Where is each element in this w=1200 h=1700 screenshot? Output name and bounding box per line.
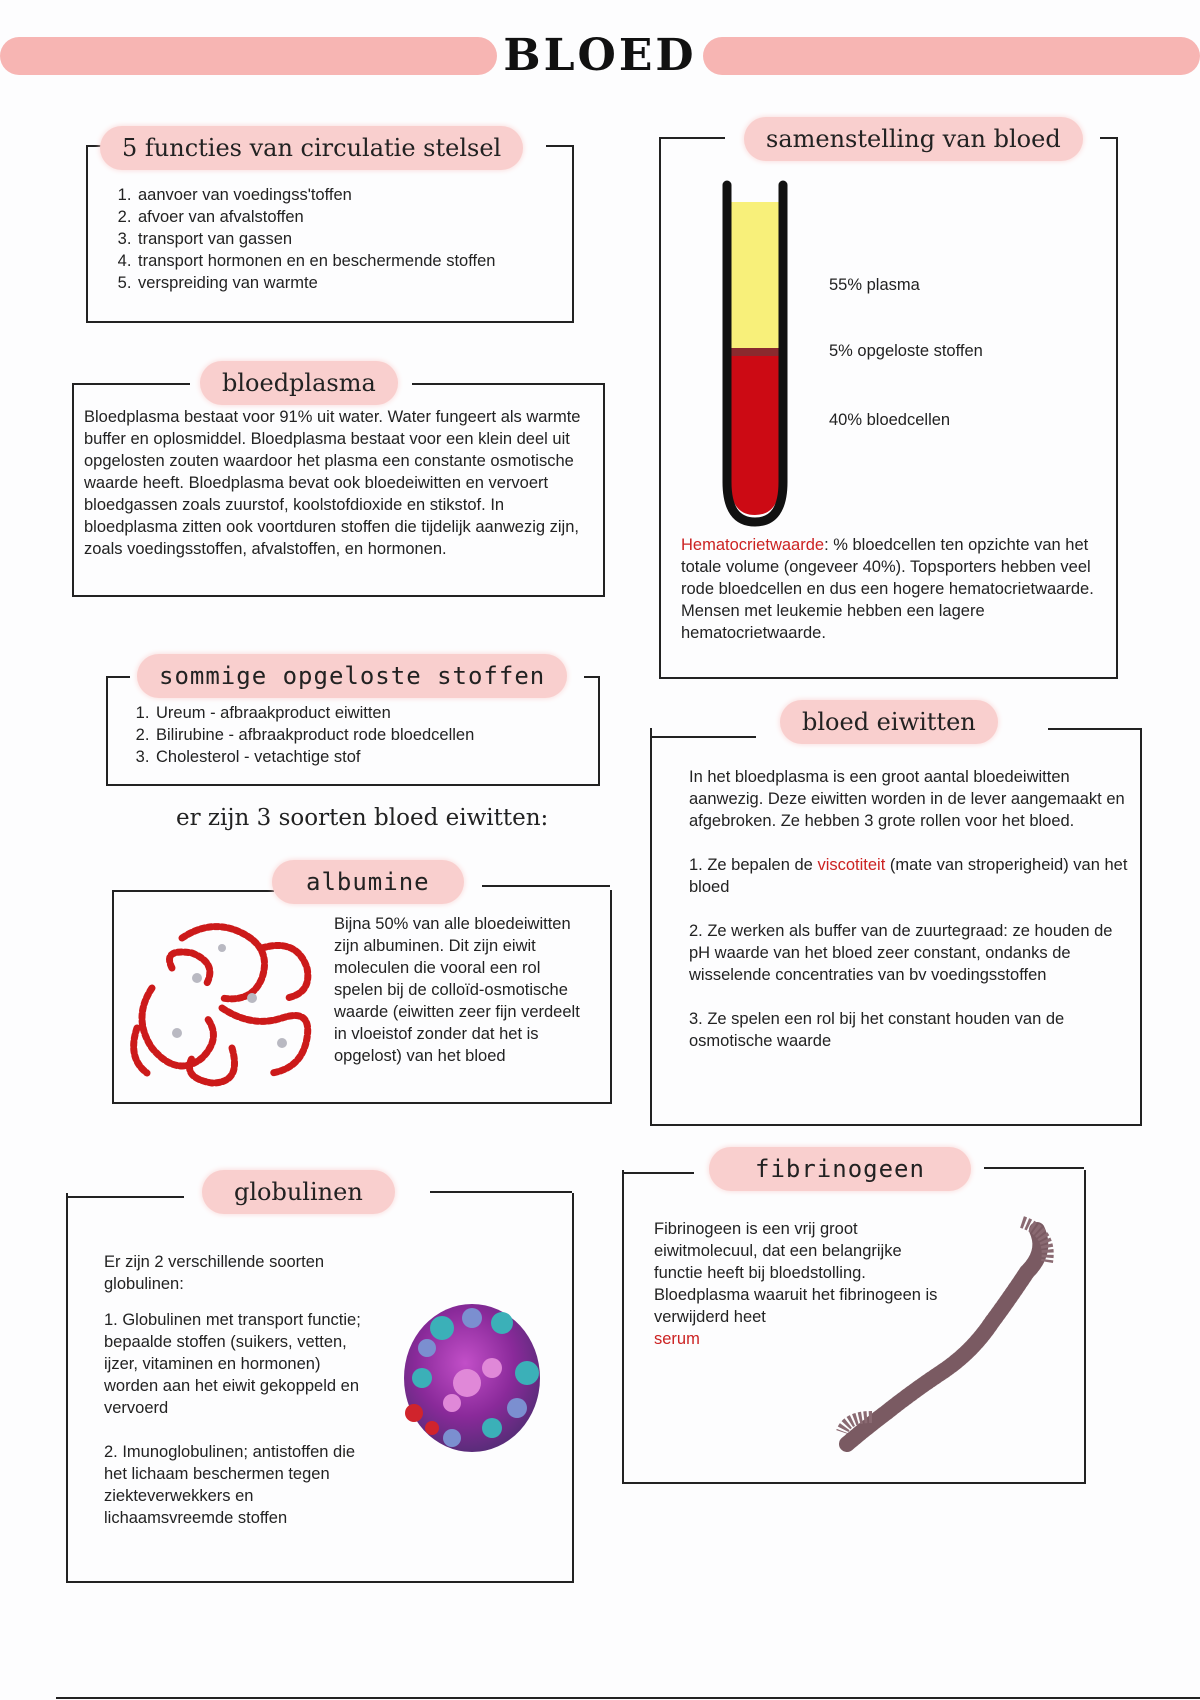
page-title: BLOED <box>503 30 697 81</box>
fibrinogeen-molecule-image <box>832 1212 1067 1452</box>
eiwitten-heading: bloed eiwitten <box>780 700 998 744</box>
globulinen-top-line-left <box>66 1196 184 1198</box>
soorten-heading: er zijn 3 soorten bloed eiwitten: <box>176 805 549 831</box>
label-opgeloste: 5% opgeloste stoffen <box>829 342 983 360</box>
list-item: 4. transport hormonen en en beschermende stoffen <box>136 250 576 272</box>
tube-plasma <box>730 202 780 350</box>
hematocriet-description: : % bloedcellen ten opzichte van het totale volume (ongeveer 40%). Topsporters hebben veel rode bloedcellen en dus een hogere hematocrietwaarde. Mensen met leukemie hebben een lagere hematocrietwaarde. <box>681 536 1094 642</box>
albumine-molecule-image <box>122 908 327 1093</box>
albumine-top-line-left <box>112 890 274 892</box>
globulinen-text <box>104 1251 369 1551</box>
samenstelling-heading: samenstelling van bloed <box>744 117 1083 161</box>
list-item: 2. Bilirubine - afbraakproduct rode bloedcellen <box>154 724 604 746</box>
list-item: 3. Cholesterol - vetachtige stof <box>154 746 604 768</box>
bloedplasma-heading: bloedplasma <box>200 361 398 405</box>
eiwitten-intro: In het bloedplasma is een groot aantal bloedeiwitten aanwezig. Deze eiwitten worden in de lever aangemaakt en afgebroken. Ze hebben 3 grote rollen voor het bloed. <box>689 768 1125 830</box>
tube-opgeloste-band <box>730 348 780 356</box>
functies-heading: 5 functies van circulatie stelsel <box>100 126 523 170</box>
hematocriet-term: Hematocrietwaarde <box>681 536 825 554</box>
albumine-text: Bijna 50% van alle bloedeiwitten zijn albuminen. Dit zijn eiwit moleculen die vooral een rol spelen bij de colloïd-osmotische waarde (eiwitten zeer fijn verdeelt in vloeistof zonder dat het is opgelost) van het bloed <box>334 915 580 1065</box>
globulinen-heading: globulinen <box>202 1170 395 1214</box>
tube-bloedcellen <box>730 356 780 515</box>
bloedplasma-top-line-right <box>412 383 603 385</box>
fibrinogeen-heading: fibrinogeen <box>709 1147 971 1191</box>
hematocriet-text <box>681 534 1101 644</box>
functies-top-line-right <box>546 145 572 147</box>
list-item: 5. verspreiding van warmte <box>136 272 576 294</box>
bloedplasma-top-line-left <box>72 383 190 385</box>
eiwitten-top-line-right <box>1048 728 1140 730</box>
globulinen-intro: Er zijn 2 verschillende soorten globulinen: <box>104 1253 325 1293</box>
opgeloste-list <box>134 702 604 768</box>
opgeloste-top-line-right <box>584 676 598 678</box>
bloedplasma-text: Bloedplasma bestaat voor 91% uit water. Water fungeert als warmte buffer en oplosmiddel. Bloedplasma bestaat voor een klein deel uit opgelosten zouten waardoor het plasma een constante osmotische waarde heeft. Bloedplasma bevat ook bloedeiwitten en vervoert bloedgassen zoals zuurstof, koolstofdioxide en stikstof. In bloedplasma zitten ook voortduren stoffen die tijdelijk aanwezig zijn, zoals voedingsstoffen, afvalstoffen, en hormonen. <box>84 408 581 558</box>
fibrinogeen-top-line-left <box>622 1172 694 1174</box>
albumine-top-line-right <box>482 885 610 887</box>
eiwitten-top-line-left <box>650 736 756 738</box>
test-tube-illustration <box>715 180 815 530</box>
fibrinogeen-description: Fibrinogeen is een vrij groot eiwitmolecuul, dat een belangrijke functie heeft bij bloedstolling. Bloedplasma waaruit het fibrinogeen is verwijderd heet <box>654 1220 938 1326</box>
opgeloste-top-line-left <box>106 676 130 678</box>
functies-list <box>116 184 576 294</box>
bottom-rule <box>56 1697 1200 1699</box>
eiwitten-rol-2: 2. Ze werken als buffer van de zuurtegraad: ze houden de pH waarde van het bloed zeer constant, ondanks de wisselende concentraties van bv voedingsstoffen <box>689 922 1113 984</box>
globulinen-type-1: 1. Globulinen met transport functie; bepaalde stoffen (suikers, vetten, ijzer, vitaminen en hormonen) worden aan het eiwit gekoppeld en vervoerd <box>104 1311 361 1417</box>
viscositeit-term: viscotiteit <box>817 856 886 874</box>
globulinen-top-line-right <box>430 1191 572 1193</box>
eiwitten-rol-1-a: 1. Ze bepalen de <box>689 856 818 874</box>
eiwitten-text <box>689 766 1129 1074</box>
eiwitten-rol-3: 3. Ze spelen een rol bij het constant houden van de osmotische waarde <box>689 1010 1065 1050</box>
label-bloedcellen: 40% bloedcellen <box>829 411 951 429</box>
eiwitten-rol-1-b: (mate van stroperigheid) van het bloed <box>689 856 1128 896</box>
list-item: 1. aanvoer van voedingss'toffen <box>136 184 576 206</box>
globulinen-type-2: 2. Imunoglobulinen; antistoffen die het lichaam beschermen tegen ziekteverwekkers en lichaamsvreemde stoffen <box>104 1443 356 1527</box>
eiwitten-rol-1 <box>689 854 1129 898</box>
serum-term: serum <box>654 1330 700 1348</box>
label-plasma: 55% plasma <box>829 276 920 294</box>
samenstelling-top-line-right <box>1100 137 1116 139</box>
list-item: 1. Ureum - afbraakproduct eiwitten <box>154 702 604 724</box>
samenstelling-top-line-left <box>659 137 725 139</box>
list-item: 3. transport van gassen <box>136 228 576 250</box>
albumine-heading: albumine <box>272 860 464 904</box>
list-item: 2. afvoer van afvalstoffen <box>136 206 576 228</box>
opgeloste-heading: sommige opgeloste stoffen <box>137 654 567 698</box>
fibrinogeen-top-line-right <box>984 1167 1084 1169</box>
globuline-molecule-image <box>392 1298 552 1458</box>
